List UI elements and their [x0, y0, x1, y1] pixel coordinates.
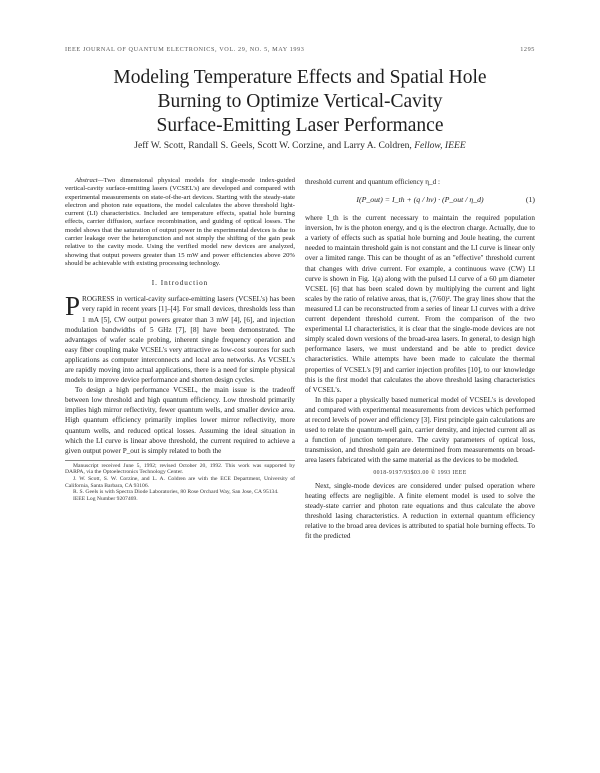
footnote: [65, 460, 295, 503]
journal-citation: IEEE JOURNAL OF QUANTUM ELECTRONICS, VOL. 29, NO. 5, MAY 1993: [65, 46, 305, 53]
running-head: [65, 46, 535, 53]
paper-title: [60, 66, 540, 138]
equation-body: I(P_out) = I_th + (q / hν) · (P_out / η_d): [356, 195, 484, 205]
body-paragraph: In this paper a physically based numerical model of VCSEL's is developed and compared with experimental measurements from devices which performed at record levels of power and efficiency [3]. First principle gain calculations are used to relate the quantum-well gain, carrier density, and injected current all as a function of junction temperature. The cavity parameters of optical loss, transmission, and threshold gain are determined from measurements on broad-area lasers fabricated with the same material as the devices to be modeled.: [305, 395, 535, 465]
equation-number: (1): [525, 195, 535, 205]
body-text: threshold current and quantum efficiency η_d :: [305, 178, 440, 186]
title-line: Burning to Optimize Vertical-Cavity: [157, 91, 443, 112]
document-id: 0018-9197/93$03.00 © 1993 IEEE: [373, 470, 467, 477]
left-column: [65, 177, 295, 502]
title-line: Modeling Temperature Effects and Spatial Hole: [113, 67, 487, 88]
abstract: [65, 177, 295, 268]
intro-paragraph: [65, 291, 295, 385]
right-column: [305, 177, 535, 541]
author-membership: Fellow, IEEE: [414, 140, 466, 151]
page-number: 1295: [520, 46, 535, 53]
section-heading: I. Introduction: [151, 279, 209, 288]
author-list: [60, 140, 540, 151]
intro-text: ROGRESS in vertical-cavity surface-emitting lasers (VCSEL's) has been very rapid in recent years [1]–[4]. For small devices, thresholds less than 1 mA [5], CW output powers greater than 3 mW [4], [6], and injection modulation bandwidths of 5 GHz [7], [8] have been demonstrated. The advantages of wafer scale probing, inherent single frequency operation and easy fiber coupling make VCSEL's very attractive as low-cost sources for such applications as computer interconnects and local area networks. As VCSEL's are rapidly moving into actual applications, there is a need for simple physical models to improve device performance and shorten design cycles.: [65, 295, 295, 385]
abstract-text: Two dimensional physical models for single-mode index-guided vertical-cavity surface-emitting lasers (VCSEL's) are developed and compared with experimental measurements on state-of-the-art devices. Starting with the steady-state electron and photon rate equations, the model calculates the above threshold light-current (LI) characteristics. Included are temperature effects, spatial hole burning effects, carrier diffusion, surface recombination, and guiding of optical losses. The model shows that the saturation of output power in the experimental devices is due to carrier leakage over the heterojunction and not simply the shifting of the gain peak relative to the cavity mode. Using the verified model new devices are analyzed, showing that output powers greater than 15 mW and power efficiencies above 20% should be achievable with existing processing technology.: [65, 177, 295, 267]
drop-cap: P: [65, 291, 81, 322]
author-names: Jeff W. Scott, Randall S. Geels, Scott W. Corzine, and Larry A. Coldren,: [134, 140, 412, 151]
abstract-label: Abstract—: [75, 177, 104, 184]
footnote-line: IEEE Log Number 9207469.: [73, 495, 138, 502]
footnote-line: R. S. Geels is with Spectra Diode Laboratories, 80 Rose Orchard Way, San Jose, CA 95134.: [73, 489, 279, 496]
footnote-line: J. W. Scott, S. W. Corzine, and L. A. Coldren are with the ECE Department, University of California, Santa Barbara, CA 93106.: [65, 476, 295, 489]
body-paragraph: where I_th is the current necessary to maintain the required population inversion, hν is the photon energy, and q is the electron charge. Actually, due to a variety of effects such as spatial hole burning and Joule heating, the current needed to maintain threshold gain is not constant and the LI curve is linear only over a limited range. This can be thought of as an "effective" threshold current that changes with drive current. For example, a continuous wave (CW) LI curve is shown in Fig. 1(a) along with the pulsed LI curve of a 60 μm diameter VCSEL [6] that has been scaled down by multiplying the current and light scales by the ratio of relative areas, that is, (7/60)². The gray lines show that the measured LI can be reconstructed from a series of linear LI curves with a drive current dependent threshold current. From the comparison of the two experimental LI characteristics, it is clear that the single-mode devices are not simply scaled down versions of the broad-area lasers. In general, to design high performance lasers, we must understand and be able to predict device characteristics. While attempts have been made to calculate the thermal properties of VCSEL's [9] and carrier injection profiles [10], to our knowledge this is the first model that calculates the above threshold lasing characteristics of VCSEL's.: [305, 214, 535, 394]
equation: [305, 189, 535, 211]
intro-paragraph: To design a high performance VCSEL, the main issue is the tradeoff between low threshold and high quantum efficiency. Low threshold primarily implies high mirror reflectivity, fewer quantum wells, and smaller device area. High quantum efficiency primarily implies lower mirror reflectivity, more quantum wells, and reduced optical losses. Assuming the ideal situation in which the LI curve is linear above threshold, the current required to achieve a given output power P_out is simply related to both the: [65, 386, 295, 455]
body-paragraph: Next, single-mode devices are considered under pulsed operation where heating effects are negligible. A finite element model is used to solve the steady-state carrier and photon rate equations and thus calculate the above threshold lasing characteristics. A reduction in external quantum efficiency relative to the broad area devices is attributed to spatial hole burning effects. To fit the predicted: [305, 481, 535, 540]
title-line: Surface-Emitting Laser Performance: [156, 115, 444, 136]
footnote-line: Manuscript received June 5, 1992; revised October 20, 1992. This work was supported by DARPA, via the Optoelectronics Technology Center.: [65, 462, 295, 476]
